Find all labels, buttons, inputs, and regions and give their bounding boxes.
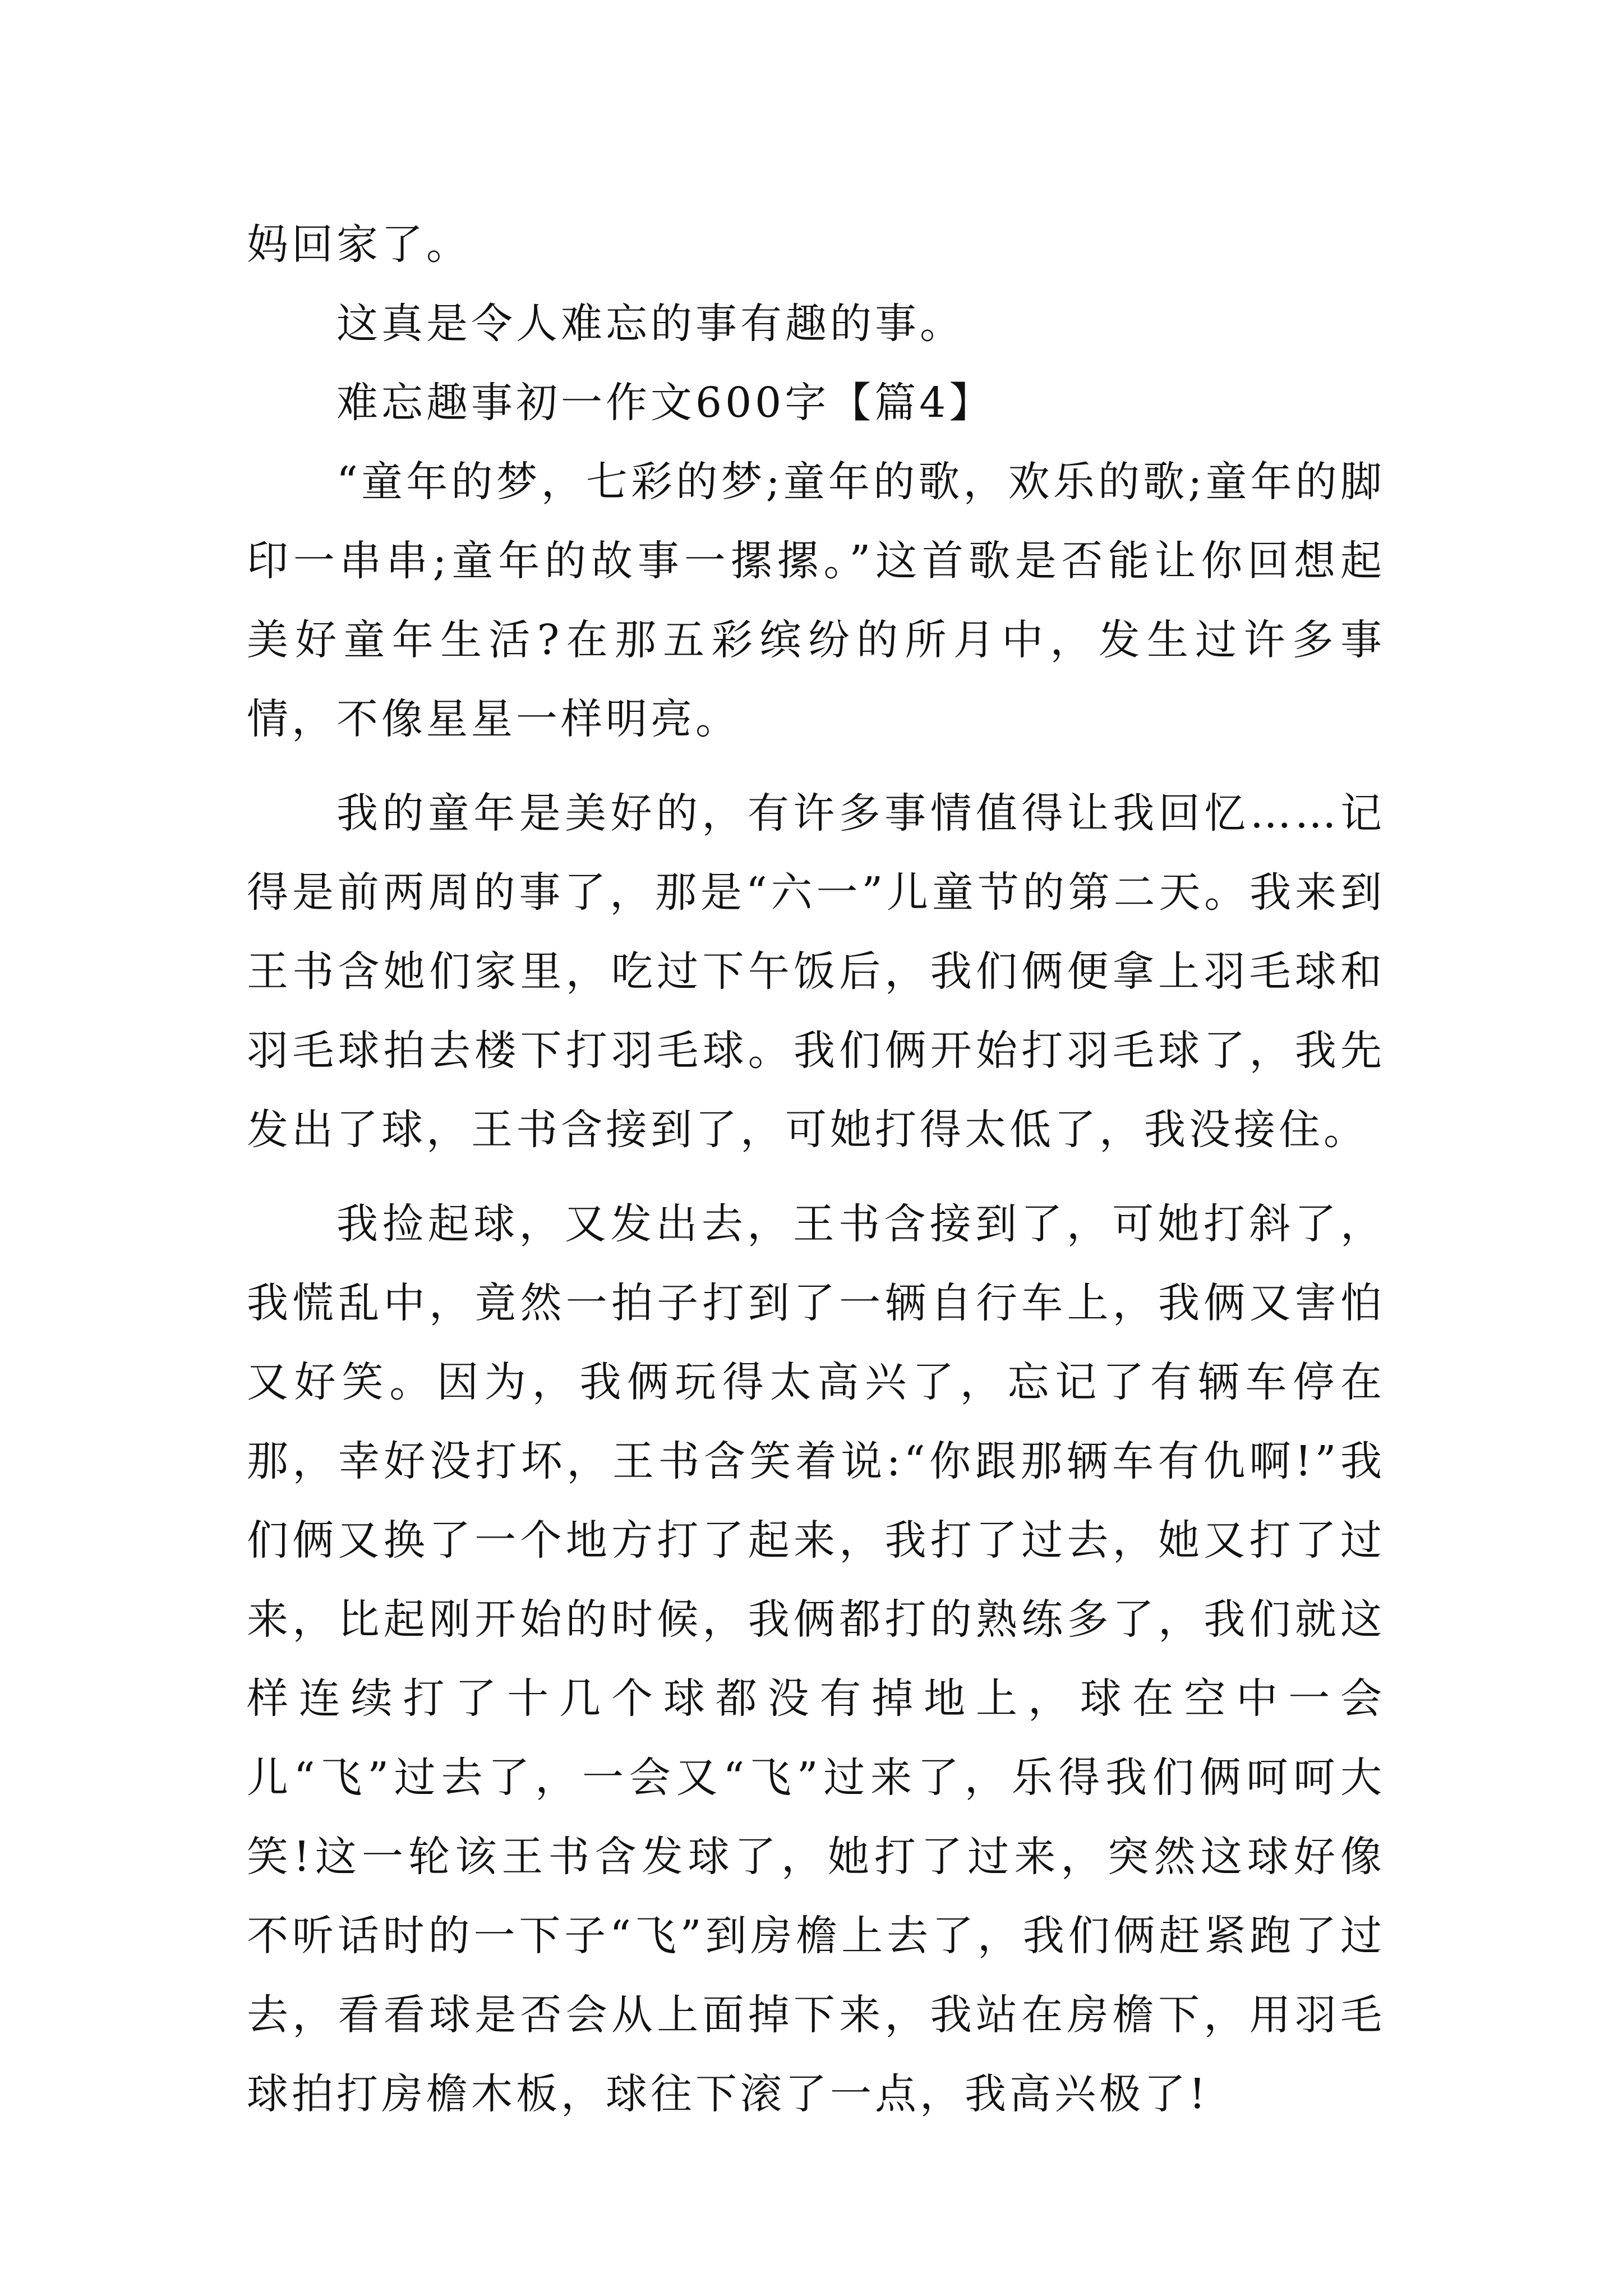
section-heading: 难忘趣事初一作文600字【篇4】 [336, 379, 994, 427]
paragraph-badminton: 我捡起球，又发出去，王书含接到了，可她打斜了，我慌乱中，竟然一拍子打到了一辆自行车上，我俩又害怕又好笑。因为，我俩玩得太高兴了，忘记了有辆车停在那，幸好没打坏，王书含笑着说:“你跟那辆车有仇啊!”我们俩又换了一个地方打了起来，我打了过去，她又打了过来，比起刚开始的时候，我俩都打的熟练多了，我们就这样连续打了十几个球都没有掉地上，球在空中一会儿“飞”过去了，一会又“飞”过来了，乐得我们俩呵呵大笑!这一轮该王书含发球了，她打了过来，突然这球好像不听话时的一下子“飞”到房檐上去了，我们俩赶紧跑了过去，看看球是否会从上面掉下来，我站在房檐下，用羽毛球拍打房檐木板，球往下滚了一点，我高兴极了! [247, 1200, 1385, 2118]
paragraph-summary: 这真是令人难忘的事有趣的事。 [336, 300, 965, 348]
paragraph-continuation: 妈回家了。 [247, 220, 471, 269]
article-body [247, 205, 1385, 2134]
paragraph-song: “童年的梦，七彩的梦;童年的歌，欢乐的歌;童年的脚印一串串;童年的故事一摞摞。”这首歌是否能让你回想起美好童年生活?在那五彩缤纷的所月中，发生过许多事情，不像星星一样明亮。 [247, 458, 1385, 743]
paragraph-memory: 我的童年是美好的，有许多事情值得让我回忆……记得是前两周的事了，那是“六一”儿童节的第二天。我来到王书含她们家里，吃过下午饭后，我们俩便拿上羽毛球和羽毛球拍去楼下打羽毛球。我们俩开始打羽毛球了，我先发出了球，王书含接到了，可她打得太低了，我没接住。 [247, 789, 1385, 1154]
